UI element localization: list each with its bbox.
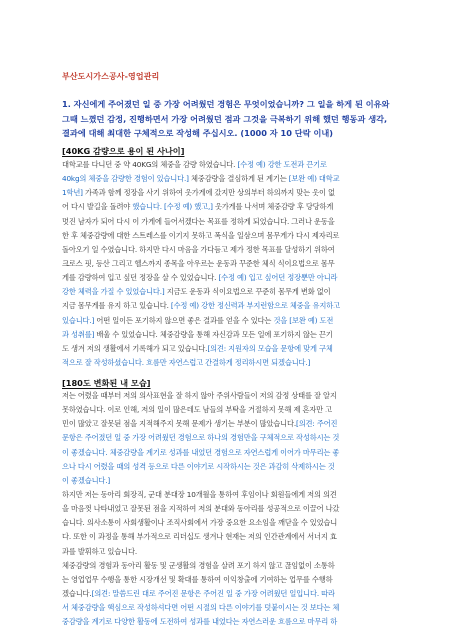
text-line (62, 229, 393, 243)
body-text: 민이 많았고 잘못된 점을 지적해주지 못해 문제가 생기는 부분이 많았습니다. (62, 419, 297, 429)
body-text: 체중감량을 결심하게 된 계기는 (188, 174, 289, 184)
question-text: 1. 자신에게 주어졌던 일 중 가장 어려웠던 경험은 무엇이었습니까? 그 일을 하게 된 이유와 그때 느꼈던 감정, 진행하면서 가장 어려웠던 점과 그것을 극복하기 위해 했던 행동과 생각, 결과에 대해 최대한 구체적으로 작성해 주십시오. (1000 자 10 단락 이내) (62, 99, 390, 138)
text-line (62, 573, 393, 587)
text-line (62, 215, 393, 229)
body-text: 도 생겨 저의 생활에서 기록해가 되고 있습니다. (62, 343, 208, 353)
text-line (62, 615, 393, 629)
feedback-text: [보완 예) 대학교 (288, 174, 340, 184)
text-line (62, 200, 393, 214)
text-line (62, 271, 393, 285)
section-title-1: [40KG 감량으로 용이 된 사나이] (62, 146, 185, 156)
text-line (62, 285, 393, 299)
section-title-2: [180도 변화된 내 모습] (62, 378, 151, 388)
text-line (62, 545, 393, 559)
text-line (62, 601, 393, 615)
text-line (62, 516, 393, 530)
text-line (62, 488, 393, 502)
feedback-text: 있습니다.] (62, 315, 95, 325)
text-line (62, 328, 393, 342)
feedback-text: [의견: 지원자의 모습을 문항에 맞게 구체 (207, 343, 333, 353)
text-line (62, 530, 393, 544)
feedback-text: [의견: 주어진 (296, 419, 338, 429)
body-text: 습니다. 의사소통이 사회생활이나 조직사회에서 가장 중요한 요소임을 깨닫을 수 있었습니 (62, 518, 338, 528)
body-text: 저는 어렸을 때부터 저의 의사표현을 잘 하지 않아 주위사람들이 저의 감정 상태를 잘 알지 (62, 391, 337, 400)
body-text: 는 영업업무 수행을 통한 시장개선 및 확대를 통하여 이익창출에 기여하는 업무를 수행하 (62, 574, 333, 584)
feedback-text: 문항은 주어졌던 일 중 가장 어려웠던 경험으로 하나의 경험만을 구체적으로 작성하시는 것 (62, 433, 340, 443)
text-line (62, 243, 393, 257)
text-line (62, 446, 393, 460)
feedback-text: 과 성취를] (62, 329, 95, 339)
body-text: 배울 수 있었습니다. 체중감량을 통해 자신감과 모든 일에 포기하지 않는 끈기 (94, 329, 333, 339)
body-text: 돌아오기 일 수였습니다. 하지만 다시 마음을 가다듬고 제가 정한 목표를 달성하기 위하여 (62, 244, 335, 254)
text-line (62, 460, 393, 474)
feedback-text: 이 좋겠습니다. 체중감량을 계기로 성과를 내었던 경험으로 자연스럽게 이어가 마무리는 좋 (62, 447, 340, 457)
document-header: 부산도시가스공사-영업관리 (62, 72, 160, 81)
text-line (62, 342, 393, 356)
body-text: 지금 몸무게를 유지 하고 있습니다. (62, 301, 171, 311)
text-line (62, 389, 393, 403)
body-text: 한 후 체중감량에 대한 스트레스를 이기지 못하고 폭식을 일삼으며 몸무게가 다시 제자리로 (62, 230, 340, 240)
section-body-1 (62, 158, 393, 370)
body-text: 하지만 저는 동아리 회장직, 군대 분대장 10개월을 통하여 후임이나 회원들에게 저의 의견 (62, 489, 337, 499)
feedback-text: 강한 체력을 가질 수 있었습니다.] (62, 287, 165, 297)
body-text: 가족과 함께 정장을 사기 위하여 옷가게에 갔지만 상의부터 하의까지 맞는 옷이 없 (82, 188, 335, 198)
text-line (62, 314, 393, 328)
feedback-text: 중감량을 계기로 다양한 활동에 도전하여 성과를 내었다는 자연스러운 흐름으로 마무리 하 (62, 617, 338, 627)
body-text: 어 다시 발길을 돌려야 (62, 202, 133, 212)
body-text: 다. 또한 이 과정을 통해 부가적으로 리더십도 생겨나 현재는 저의 인간관계에서 서너지 효 (62, 532, 337, 542)
text-line (62, 356, 393, 370)
feedback-text: [수정 예) 강한 도전과 끈기로 (237, 160, 327, 169)
body-text: 크로스 핏, 등산 그리고 헬스까지 종목을 아우르는 운동과 꾸준한 체식 식이요법으로 몸무 (62, 258, 335, 268)
text-line (62, 186, 393, 200)
feedback-text: [의견: 말씀드린 대로 주어진 문항은 주어진 일 중 가장 어려웠던 일입니다. 따라 (91, 588, 335, 598)
feedback-text: 서 체중감량을 핵심으로 작성하셔다면 어떤 시절의 다른 이야기를 덧붙이시는 것 보다는 체 (62, 603, 340, 613)
feedback-text: 40kg의 체중을 감량한 경험이 있습니다.] (62, 174, 189, 184)
feedback-text: [수정 예) 강한 정신력과 부지런함으로 체중을 유지하고 (170, 301, 340, 311)
text-line (62, 417, 393, 431)
body-text: 지금도 운동과 식이요법으로 꾸준히 몸무게 변화 없이 (164, 287, 331, 297)
body-text: 을 마음껏 나타내었고 잘못된 점을 지적하여 저의 분대와 동아리를 성공적으로 이끌어 나갔 (62, 504, 340, 514)
body-text: 과를 발휘하고 있습니다. (62, 546, 137, 556)
section-body-2 (62, 389, 393, 629)
body-text: 못하였습니다. 이로 인해, 저의 일이 많은데도 남들의 부탁을 거절하지 못해 제 혼자만 고 (62, 405, 333, 415)
body-text: 대학교를 다니던 중 약 40KG의 체중을 감량 하였습니다. (62, 160, 238, 169)
text-line (62, 587, 393, 601)
body-text: 겠습니다. (62, 588, 92, 598)
text-line (62, 299, 393, 313)
body-text: 어떤 일이든 포기하지 않으면 좋은 결과를 얻을 수 있다는 (94, 315, 274, 325)
feedback-text: 것을 [보완 예) 도전 (273, 315, 334, 325)
feedback-text: 이 좋겠습니다.] (62, 475, 111, 485)
feedback-text: [수정 예) 입고 싶어던 정장뿐만 아니라 (218, 273, 338, 283)
text-line (62, 559, 393, 573)
feedback-text: 적으로 잘 작성하셨습니다. 흐름만 자연스럽고 간결하게 정리하시면 되겠습니다.] (62, 357, 311, 367)
body-text: 옷가게를 나서며 체중감량 후 당당하게 (212, 202, 334, 212)
text-line (62, 502, 393, 516)
feedback-text: 1학년] (62, 188, 83, 198)
body-text: 게를 감량하여 입고 싶던 정장을 살 수 있었습니다. (62, 273, 219, 283)
text-line (62, 257, 393, 271)
text-line (62, 474, 393, 488)
text-line (62, 431, 393, 445)
body-text: 멋진 남자가 되어 다시 이 가게에 들어서겠다는 목표를 정하게 되었습니다. 그러나 운동을 (62, 216, 335, 226)
body-text: 체중감량의 경험과 동아리 활동 및 군생활의 경험을 살려 포기 하지 않고 끊임없이 소통하 (62, 560, 335, 570)
text-line (62, 403, 393, 417)
text-line (62, 158, 393, 172)
feedback-text: 했습니다. [수정 예) 했고,] (132, 202, 213, 212)
text-line (62, 172, 393, 186)
feedback-text: 으나 다시 어렸을 때의 성격 등으로 다른 이야기로 시작하시는 것은 과감히 삭제하시는 것 (62, 461, 335, 471)
